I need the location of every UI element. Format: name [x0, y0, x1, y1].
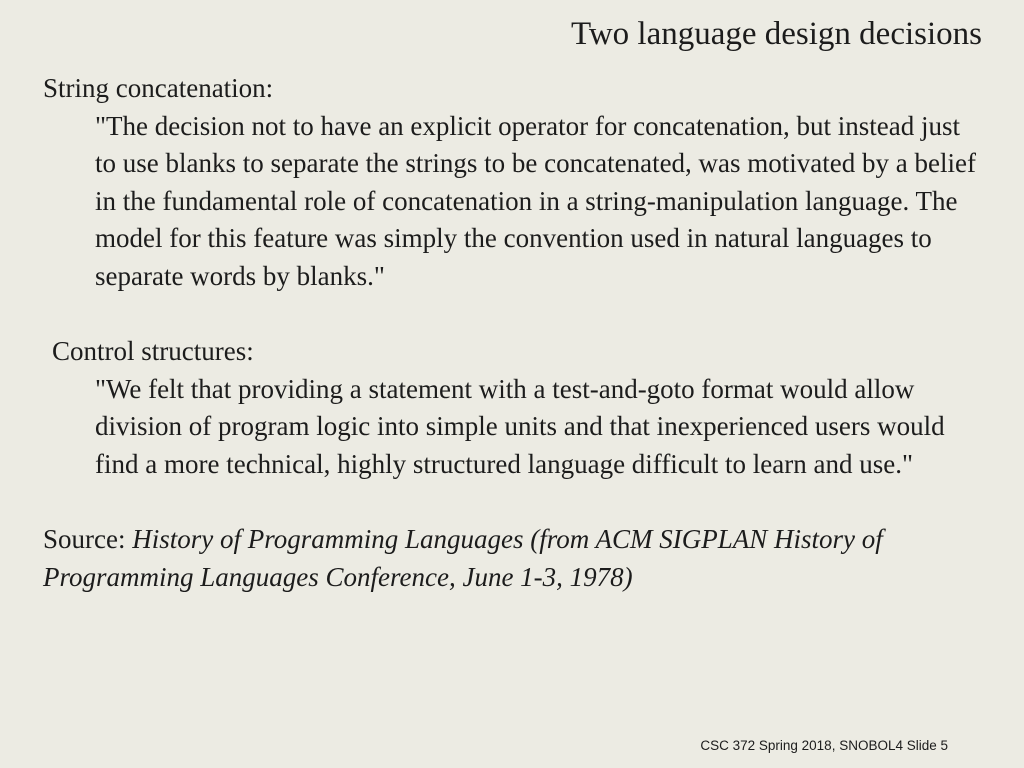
- source-title: History of Programming Languages (from ACM SIGPLAN History of Programming Languages Conference, June 1-3, 1978): [43, 524, 883, 592]
- string-concatenation-heading: String concatenation:: [43, 73, 274, 103]
- source-label: Source:: [43, 524, 133, 555]
- control-structures-quote: "We felt that providing a statement with a test-and-goto format would allow division of program logic into simple units and that inexperienced users would find a more technical, highly structured language difficult to learn and use.": [95, 373, 945, 479]
- spacer: [43, 484, 983, 522]
- string-concatenation-quote: "The decision not to have an explicit operator for concatenation, but instead just to use blanks to separate the strings to be concatenated, was motivated by a belief in the fundamental role of concatenation in a string-manipulation language. The model for this feature was simply the convention used in natural languages to separate words by blanks.": [95, 110, 976, 291]
- spacer: [43, 296, 983, 334]
- source-citation: [43, 521, 983, 596]
- slide-footer: CSC 372 Spring 2018, SNOBOL4 Slide 5: [700, 738, 948, 753]
- slide-title: Two language design decisions: [570, 16, 982, 52]
- control-structures-heading: Control structures:: [52, 336, 254, 367]
- slide-body: [43, 70, 983, 596]
